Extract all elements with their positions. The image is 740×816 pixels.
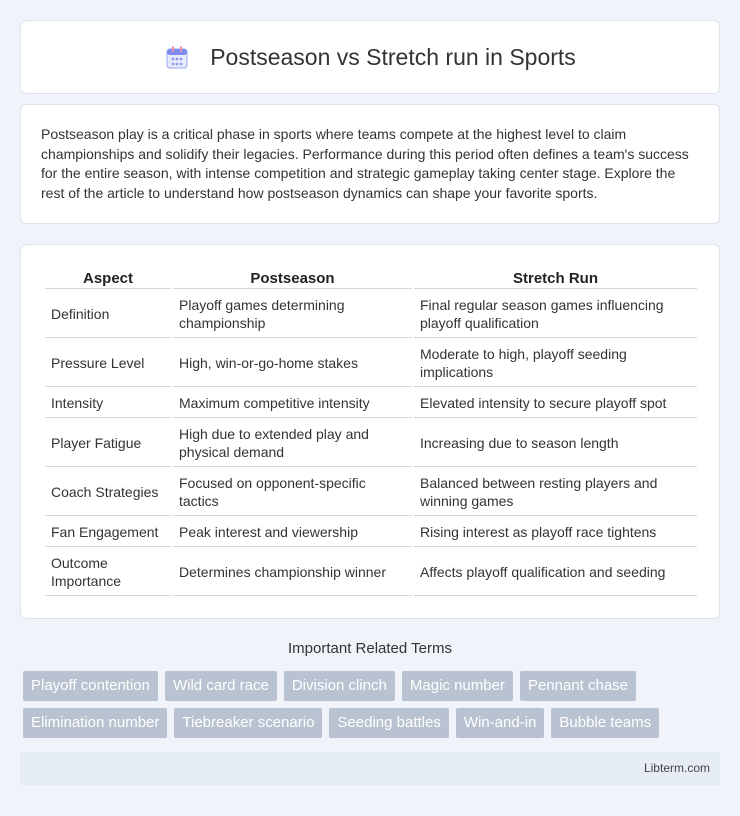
table-cell: Maximum competitive intensity: [173, 389, 412, 418]
header-postseason: Postseason: [173, 267, 412, 289]
related-term-tag[interactable]: Playoff contention: [23, 671, 158, 701]
table-cell: Elevated intensity to secure playoff spot: [414, 389, 697, 418]
intro-card: [20, 104, 720, 224]
table-row: [45, 340, 697, 387]
table-row: [45, 389, 697, 418]
table-cell: High, win-or-go-home stakes: [173, 340, 412, 387]
table-cell: Rising interest as playoff race tightens: [414, 518, 697, 547]
table-cell: Player Fatigue: [45, 420, 171, 467]
table-cell: Focused on opponent-specific tactics: [173, 469, 412, 516]
table-cell: Intensity: [45, 389, 171, 418]
table-cell: Playoff games determining championship: [173, 291, 412, 338]
table-cell: Determines championship winner: [173, 549, 412, 596]
related-term-tag[interactable]: Magic number: [402, 671, 513, 701]
related-term-tag[interactable]: Elimination number: [23, 708, 167, 738]
related-term-tag[interactable]: Seeding battles: [329, 708, 448, 738]
footer-site-link[interactable]: Libterm.com: [643, 761, 710, 775]
table-cell: High due to extended play and physical demand: [173, 420, 412, 467]
related-term-tag[interactable]: Pennant chase: [520, 671, 636, 701]
intro-paragraph: Postseason play is a critical phase in sports where teams compete at the highest level to claim championships and solidify their legacies. Performance during this period often defines a team's success for the entire season, with intense competition and strategic gameplay taking center stage. Explore the rest of the article to understand how postseason dynamics can shape your favorite sports.: [41, 126, 689, 201]
table-row: [45, 469, 697, 516]
table-row: [45, 549, 697, 596]
calendar-icon: [164, 44, 190, 70]
related-terms-heading: Important Related Terms: [288, 640, 452, 657]
table-cell: Definition: [45, 291, 171, 338]
comparison-table: [43, 265, 699, 598]
related-term-tag[interactable]: Division clinch: [284, 671, 395, 701]
table-cell: Increasing due to season length: [414, 420, 697, 467]
related-term-tag[interactable]: Tiebreaker scenario: [174, 708, 322, 738]
table-cell: Balanced between resting players and winning games: [414, 469, 697, 516]
table-cell: Moderate to high, playoff seeding implications: [414, 340, 697, 387]
related-term-tag[interactable]: Wild card race: [165, 671, 277, 701]
header-stretch-run: Stretch Run: [414, 267, 697, 289]
table-row: [45, 420, 697, 467]
table-cell: Pressure Level: [45, 340, 171, 387]
header-aspect: Aspect: [45, 267, 171, 289]
table-cell: Final regular season games influencing playoff qualification: [414, 291, 697, 338]
table-row: [45, 518, 697, 547]
related-terms-list: [23, 671, 723, 745]
footer: [20, 752, 720, 785]
tag-row: [23, 671, 723, 701]
related-term-tag[interactable]: Win-and-in: [456, 708, 545, 738]
table-cell: Affects playoff qualification and seeding: [414, 549, 697, 596]
title-card: [20, 20, 720, 94]
table-cell: Coach Strategies: [45, 469, 171, 516]
related-term-tag[interactable]: Bubble teams: [551, 708, 659, 738]
table-cell: Fan Engagement: [45, 518, 171, 547]
comparison-table-card: [20, 244, 720, 619]
table-cell: Peak interest and viewership: [173, 518, 412, 547]
page-title: Postseason vs Stretch run in Sports: [210, 43, 576, 70]
tag-row: [23, 708, 723, 738]
table-row: [45, 291, 697, 338]
table-cell: Outcome Importance: [45, 549, 171, 596]
table-header-row: [45, 267, 697, 289]
